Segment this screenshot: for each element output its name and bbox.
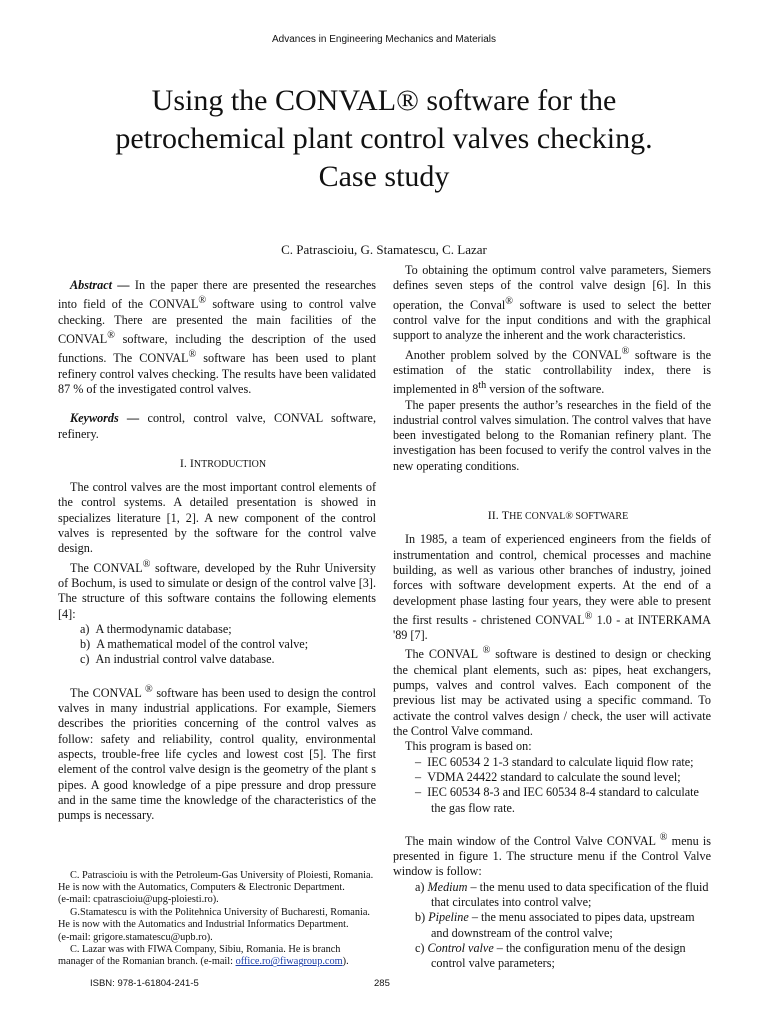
journal-header: Advances in Engineering Mechanics and Materials bbox=[271, 34, 496, 45]
paragraph: The paper presents the author’s researches in the field of the industrial control valves simulation. The control valves that have been investigated belong to the Romanian refinery plant. The investigation has been focused to verify the control valves in the new operating conditions. bbox=[393, 397, 711, 473]
list-item: – IEC 60534 8-3 and IEC 60534 8-4 standard to calculate the gas flow rate. bbox=[415, 785, 699, 815]
keywords: Keywords — control, control valve, CONVAL software, refinery. bbox=[58, 411, 376, 441]
list-item: a) A thermodynamic database; bbox=[80, 621, 232, 636]
standards-list bbox=[393, 755, 711, 816]
menu-list bbox=[393, 880, 711, 972]
element-list bbox=[58, 622, 376, 668]
abstract: Abstract — In the paper there are presented the researches into field of the CONVAL® software using to control valve checking. There are presented the main facilities of the CONVAL® software, including the description of the used functions. The CONVAL® software has been used to plant refinery control valves checking. The results have been validated 87 % of the investigated control valves. bbox=[58, 278, 377, 396]
list-item: – VDMA 24422 standard to calculate the sound level; bbox=[415, 769, 681, 784]
paragraph: The CONVAL ® software has been used to design the control valves in many industrial applications. For example, Siemers describes the priorities concerning of the control valves as follow: safety and reliability, control quality, environmental aspects, trouble-free life cycles and lowest cost [5]. The first element of the control valve design is the geometry of the plant s pipes. A good knowledge of a pipe pressure and drop pressure and in the same time the knowledge of the characteristics of the pumps is necessary. bbox=[58, 683, 376, 823]
list-item: a) Medium – the menu used to data specification of the fluid that circulates into control valve; bbox=[415, 879, 709, 910]
footnote: C. Patrascioiu is with the Petroleum-Gas University of Ploiesti, Romania. He is now with the Automatics, Computers & Electronic Department. bbox=[58, 869, 374, 893]
footnote: G.Stamatescu is with the Politehnica University of Bucharesti, Romania. He is now with the Automatics and Industrial Informatics Department. bbox=[58, 906, 370, 931]
section-heading-conval-software: II. THE CONVAL® SOFTWARE bbox=[487, 508, 629, 523]
footnote: C. Lazar was with FIWA Company, Sibiu, Romania. He is branch manager of the Romanian branch. (e-mail: office.ro@fiwagroup.com). bbox=[58, 943, 349, 968]
footnote-email: (e-mail: cpatrascioiu@upg-ploiesti.ro). bbox=[58, 894, 219, 906]
list-item: – IEC 60534 2 1-3 standard to calculate liquid flow rate; bbox=[415, 754, 694, 769]
left-column bbox=[58, 278, 377, 968]
abstract-label: Abstract — bbox=[70, 278, 130, 292]
paragraph: The main window of the Control Valve CONVAL ® menu is presented in figure 1. The structure menu if the Control Valve window is follow: bbox=[393, 831, 711, 879]
page-number: 285 bbox=[374, 978, 390, 989]
list-item: b) Pipeline – the menu associated to pipes data, upstream and downstream of the control valve; bbox=[415, 910, 695, 940]
list-item: b) A mathematical model of the control valve; bbox=[80, 637, 309, 652]
paper-title bbox=[60, 82, 708, 196]
title-line: Case study bbox=[318, 160, 450, 193]
author-list: C. Patrascioiu, G. Stamatescu, C. Lazar bbox=[281, 242, 487, 257]
paragraph: The CONVAL ® software is destined to design or checking the chemical plant elements, such as: pipes, heat exchangers, pumps, valves and control valves. Each component of the previous list may be activated using a specific command. To activate the control valves design / check, the user will activate the Control Valve command. bbox=[393, 645, 711, 739]
paragraph: The control valves are the most important control elements of the control systems. A detailed presentation is showed in specializes literature [1, 2]. A new component of the control valves is represented by the software for the control valve design. bbox=[58, 480, 376, 556]
author-footnotes bbox=[58, 870, 376, 969]
paragraph: Another problem solved by the CONVAL® software is the estimation of the static controllability index, there is implemented in 8th version of the software. bbox=[393, 345, 711, 397]
paragraph: To obtaining the optimum control valve parameters, Siemers defines seven steps of the control valve design [6]. In this operation, the Conval® software is used to select the better control valve for the input conditions and with the graphical support to analyze the inherent and the work characteristics. bbox=[393, 263, 711, 343]
isbn: ISBN: 978-1-61804-241-5 bbox=[90, 978, 199, 989]
title-line: Using the CONVAL® software for the bbox=[151, 84, 617, 117]
paragraph: In 1985, a team of experienced engineers from the fields of instrumentation and control, chemical processes and machine building, as well as various other branches of industry, joined forces with software development experts. At the end of a development phase lasting four years, they were able to present the first results - christened CONVAL® 1.0 - at INTERKAMA '89 [7]. bbox=[393, 532, 711, 643]
email-link[interactable]: office.ro@fiwagroup.com bbox=[235, 956, 343, 968]
paragraph: The CONVAL® software, developed by the Ruhr University of Bochum, is used to simulate or design of the control valve [3]. The structure of this software contains the following elements [4]: bbox=[58, 558, 376, 621]
title-line: petrochemical plant control valves checking. bbox=[115, 122, 653, 155]
right-column bbox=[393, 263, 711, 971]
keywords-label: Keywords — bbox=[70, 411, 140, 426]
footnote-email: (e-mail: grigore.stamatescu@upb.ro). bbox=[58, 931, 213, 943]
paragraph: This program is based on: bbox=[405, 739, 532, 754]
section-heading-introduction: I. INTRODUCTION bbox=[179, 455, 267, 470]
list-item: c) An industrial control valve database. bbox=[80, 652, 275, 667]
list-item: c) Control valve – the configuration menu of the design control valve parameters; bbox=[415, 940, 686, 971]
